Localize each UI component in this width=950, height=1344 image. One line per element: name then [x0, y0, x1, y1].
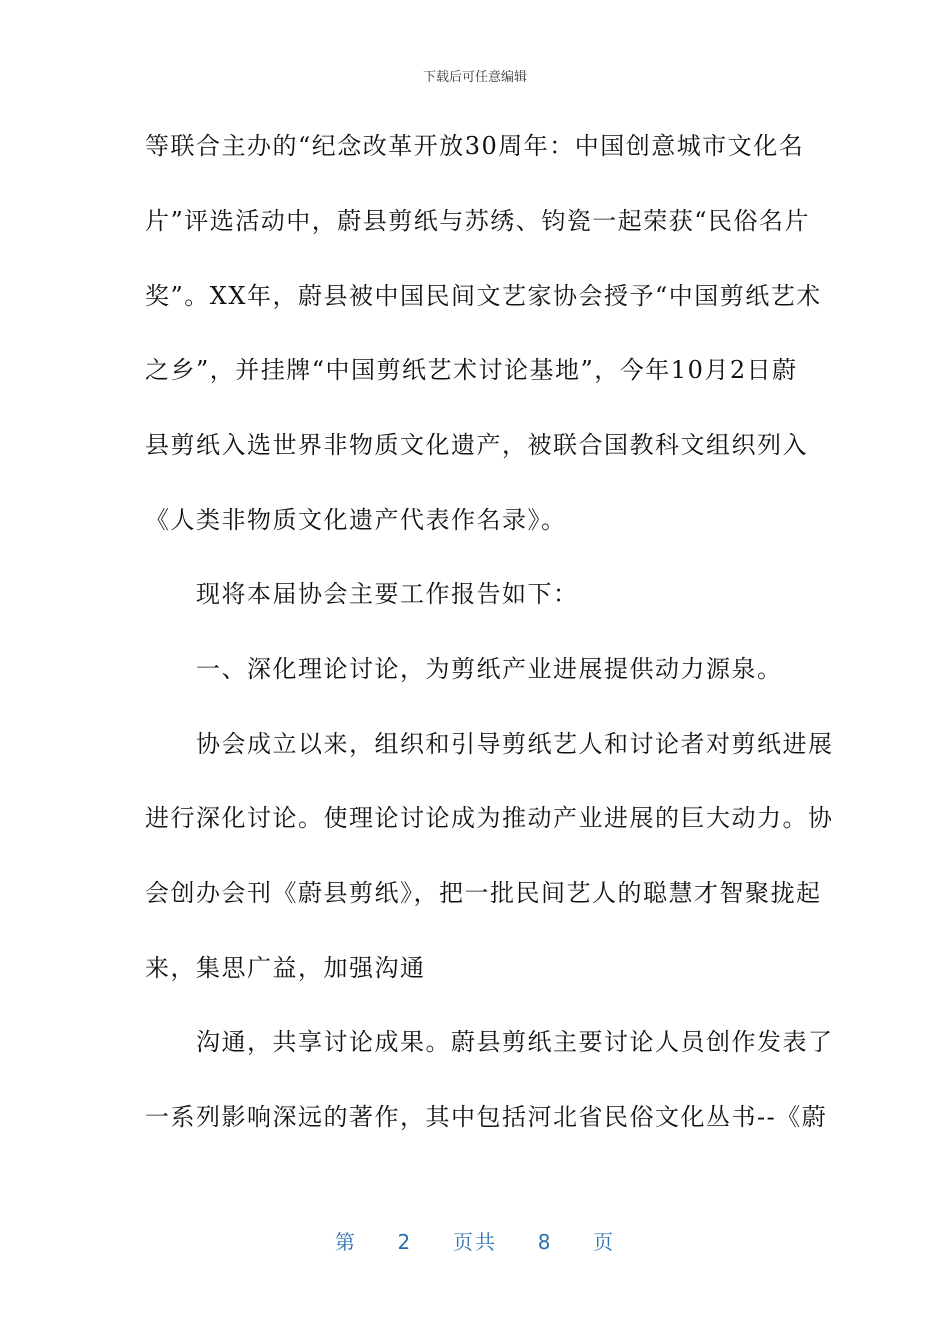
body-line: 县剪纸入选世界非物质文化遗产，被联合国教科文组织列入 — [145, 431, 808, 459]
body-line: 等联合主办的“纪念改革开放30周年：中国创意城市文化名 — [145, 132, 805, 160]
body-line: 协会成立以来，组织和引导剪纸艺人和讨论者对剪纸进展 — [145, 730, 834, 758]
body-line: 来，集思广益，加强沟通 — [145, 954, 426, 982]
body-line: 现将本届协会主要工作报告如下： — [145, 580, 579, 608]
body-line: 之乡”，并挂牌“中国剪纸艺术讨论基地”，今年10月2日蔚 — [145, 356, 798, 384]
body-line: 一系列影响深远的著作，其中包括河北省民俗文化丛书--《蔚 — [145, 1103, 828, 1131]
body-line: 沟通，共享讨论成果。蔚县剪纸主要讨论人员创作发表了 — [145, 1028, 834, 1056]
page-footer — [0, 1226, 950, 1255]
body-line: 《人类非物质文化遗产代表作名录》。 — [145, 506, 567, 534]
section-heading: 一、深化理论讨论，为剪纸产业进展提供动力源泉。 — [145, 655, 783, 683]
body-line: 会创办会刊《蔚县剪纸》，把一批民间艺人的聪慧才智聚拢起 — [145, 879, 822, 907]
footer-middle: 页共 — [453, 1230, 497, 1254]
footer-suffix: 页 — [593, 1230, 616, 1254]
body-line: 片”评选活动中，蔚县剪纸与苏绣、钧瓷一起荣获“民俗名片 — [145, 207, 811, 235]
footer-prefix: 第 — [334, 1230, 357, 1254]
body-line: 进行深化讨论。使理论讨论成为推动产业进展的巨大动力。协 — [145, 804, 834, 832]
header-note: 下载后可任意编辑 — [422, 70, 527, 85]
body-line: 奖”。XX年，蔚县被中国民间文艺家协会授予“中国剪纸艺术 — [145, 282, 822, 310]
current-page-number: 2 — [397, 1230, 413, 1254]
total-pages-number: 8 — [537, 1230, 553, 1254]
